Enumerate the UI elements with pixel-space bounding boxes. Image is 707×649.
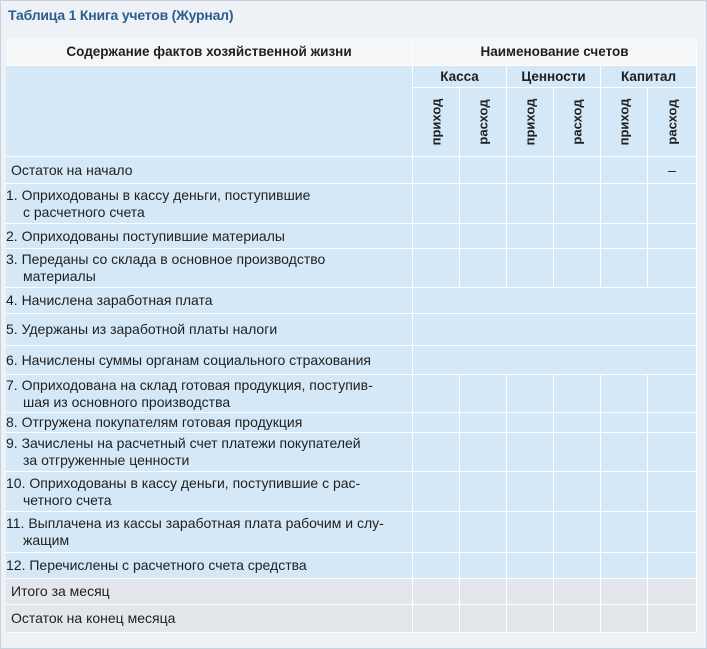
table-row: [6, 579, 697, 605]
account-header-valuables: Ценности: [507, 66, 601, 88]
capital-debit-header: приход: [601, 88, 648, 157]
table-row: [6, 224, 697, 249]
capital-credit-value: –: [648, 157, 697, 184]
row-label: 1. Оприходованы в кассу деньги, поступившие с расчетного счета: [6, 184, 413, 224]
valuables-debit-header: приход: [507, 88, 554, 157]
row-label: 7. Оприходована на склад готовая продукция, поступив- шая из основного производства: [6, 375, 413, 413]
valuables-credit-header: расход: [554, 88, 601, 157]
table-row: [6, 314, 697, 346]
row-label: 5. Удержаны из заработной платы налоги: [6, 314, 413, 346]
row-label: 12. Перечислены с расчетного счета средства: [6, 553, 413, 579]
row-label: 6. Начислены суммы органам социального страхования: [6, 346, 413, 375]
row-label: Остаток на начало: [6, 157, 413, 184]
table-row: [6, 553, 697, 579]
row-label: 11. Выплачена из кассы заработная плата рабочим и слу- жащим: [6, 512, 413, 553]
cash-credit-header: расход: [460, 88, 507, 157]
row-label: 10. Оприходованы в кассу деньги, поступившие с рас- четного счета: [6, 472, 413, 512]
row-label: 2. Оприходованы поступившие материалы: [6, 224, 413, 249]
table-row: [6, 472, 697, 512]
table-row: [6, 413, 697, 433]
table-row: [6, 157, 697, 184]
table-row: [6, 249, 697, 288]
row-label: 4. Начислена заработная плата: [6, 288, 413, 314]
row-label: 9. Зачислены на расчетный счет платежи покупателей за отгруженные ценности: [6, 433, 413, 472]
accounts-column-header: Наименование счетов: [413, 38, 697, 66]
row-label: Итого за месяц: [6, 579, 413, 605]
table-row: [6, 433, 697, 472]
ledger-table: [6, 38, 697, 633]
header-blank-cell: [6, 66, 413, 157]
table-row: [6, 605, 697, 633]
table-row: [6, 375, 697, 413]
content-column-header: Содержание фактов хозяйственной жизни: [6, 38, 413, 66]
table-row: [6, 288, 697, 314]
row-label: 8. Отгружена покупателям готовая продукция: [6, 413, 413, 433]
row-label: Остаток на конец месяца: [6, 605, 413, 633]
cash-debit-header: приход: [413, 88, 460, 157]
capital-credit-header: расход: [648, 88, 697, 157]
table-caption: Таблица 1 Книга учетов (Журнал): [8, 7, 234, 23]
table-row: [6, 346, 697, 375]
account-header-capital: Капитал: [601, 66, 697, 88]
table-row: [6, 184, 697, 224]
table-row: [6, 512, 697, 553]
account-header-cash: Касса: [413, 66, 507, 88]
row-label: 3. Переданы со склада в основное производство материалы: [6, 249, 413, 288]
